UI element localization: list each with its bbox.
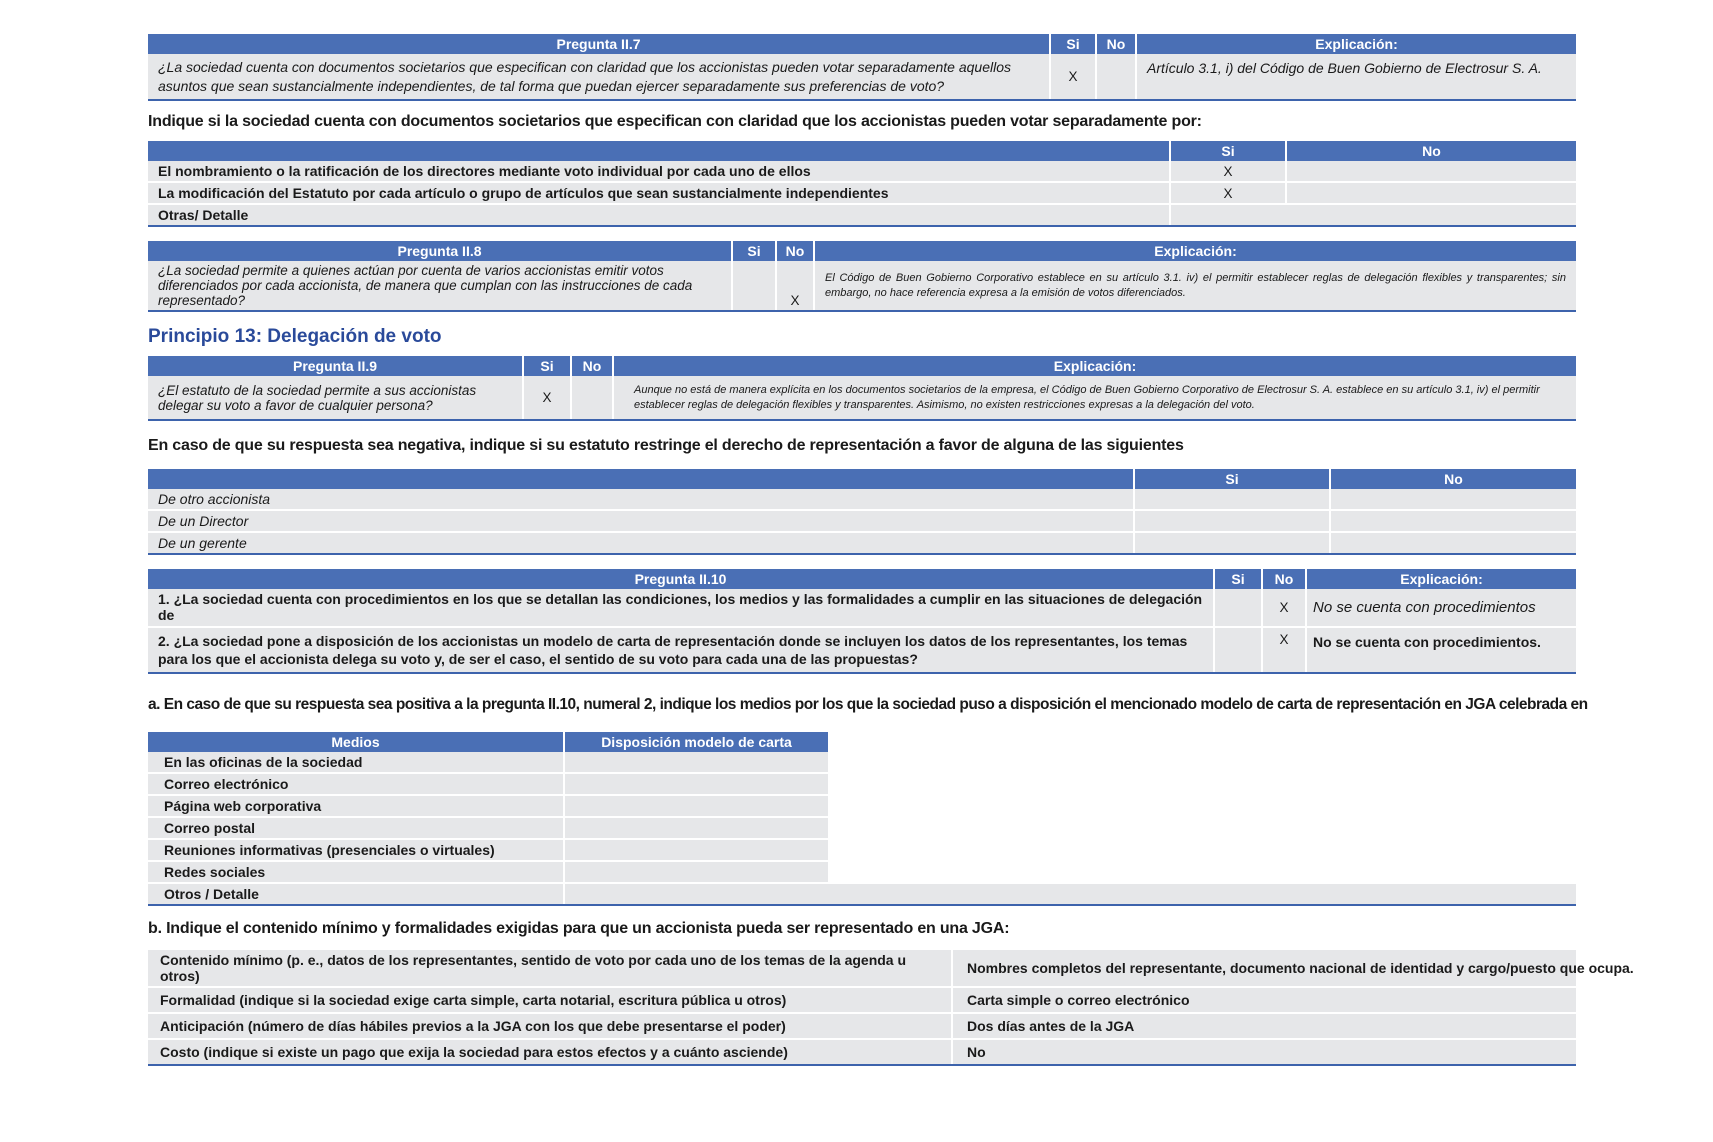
contenido-row-label: Formalidad (indique si la sociedad exige carta simple, carta notarial, escritura pública u otros) xyxy=(148,987,952,1013)
sep-vote-row-si: X xyxy=(1170,161,1286,182)
q9-question: ¿El estatuto de la sociedad permite a sus accionistas delegar su voto a favor de cualquier persona? xyxy=(148,376,523,420)
sep-vote-row-label: La modificación del Estatuto por cada artículo o grupo de artículos que sean sustancialmente independientes xyxy=(148,182,1170,204)
q10-row-no: X xyxy=(1262,589,1306,627)
q8-no-mark: X xyxy=(776,261,814,311)
q7-no-mark xyxy=(1096,54,1136,100)
q10-row-si xyxy=(1214,627,1262,673)
q9-expl-header: Explicación: xyxy=(613,356,1576,376)
sep-vote-row-no xyxy=(1286,182,1576,204)
restrict-row-si xyxy=(1134,510,1330,532)
sep-vote-row-si: X xyxy=(1170,182,1286,204)
q8-si-mark xyxy=(732,261,776,311)
sep-vote-table xyxy=(148,141,1576,227)
medios-table xyxy=(148,732,828,884)
restrict-row-si xyxy=(1134,489,1330,510)
q9-si-mark: X xyxy=(523,376,571,420)
q10-row-no: X xyxy=(1262,627,1306,673)
q9-si-header: Si xyxy=(523,356,571,376)
contenido-row-value: Carta simple o correo electrónico xyxy=(952,987,1576,1013)
q8-question: ¿La sociedad permite a quienes actúan por cuenta de varios accionistas emitir votos diferenciados por cada accionista, de manera que cumplan con las instrucciones de cada representado? xyxy=(148,261,732,311)
medios-row-label: Correo electrónico xyxy=(148,773,564,795)
medios-title: a. En caso de que su respuesta sea positiva a la pregunta II.10, numeral 2, indique los medios por los que la sociedad puso a disposición el mencionado modelo de carta de representación en JGA celebrada en xyxy=(148,696,1588,713)
q7-si-mark: X xyxy=(1050,54,1096,100)
q8-expl-header: Explicación: xyxy=(814,241,1576,261)
q10-row-question: 1. ¿La sociedad cuenta con procedimientos en los que se detallan las condiciones, los medios y las formalidades a cumplir en las situaciones de delegación de xyxy=(148,589,1214,627)
restrict-title: En caso de que su respuesta sea negativa, indique si su estatuto restringe el derecho de representación a favor de alguna de las siguientes xyxy=(148,437,1184,454)
q7-si-header: Si xyxy=(1050,34,1096,54)
contenido-row-label: Costo (indique si existe un pago que exija la sociedad para estos efectos y a cuánto asciende) xyxy=(148,1039,952,1065)
q10-row-explanation: No se cuenta con procedimientos xyxy=(1306,589,1576,627)
principle-13-heading: Principio 13: Delegación de voto xyxy=(148,326,442,347)
sep-vote-si-header: Si xyxy=(1170,141,1286,161)
medios-otros-value xyxy=(564,884,1576,905)
restrict-table xyxy=(148,469,1576,555)
restrict-row-label: De un gerente xyxy=(148,532,1134,554)
q8-si-header: Si xyxy=(732,241,776,261)
sep-vote-row-label: El nombramiento o la ratificación de los directores mediante voto individual por cada uno de ellos xyxy=(148,161,1170,182)
medios-row-value xyxy=(564,795,828,817)
medios-col1-header: Medios xyxy=(148,732,564,752)
q7-no-header: No xyxy=(1096,34,1136,54)
medios-row-value xyxy=(564,861,828,883)
sep-vote-row-detail xyxy=(1170,204,1576,226)
restrict-row-no xyxy=(1330,489,1576,510)
q10-expl-header: Explicación: xyxy=(1306,569,1576,589)
q9-no-mark xyxy=(571,376,613,420)
contenido-title: b. Indique el contenido mínimo y formalidades exigidas para que un accionista pueda ser representado en una JGA: xyxy=(148,920,1010,937)
sep-vote-blank-header xyxy=(148,141,1170,161)
medios-row-label: Página web corporativa xyxy=(148,795,564,817)
q8-header: Pregunta II.8 xyxy=(148,241,732,261)
medios-row-value xyxy=(564,839,828,861)
medios-col2-header: Disposición modelo de carta xyxy=(564,732,828,752)
q8-explanation: El Código de Buen Gobierno Corporativo establece en su artículo 3.1. iv) el permitir establecer reglas de delegación flexibles y transparentes; sin embargo, no hace referencia expresa a la emisión de votos diferenciados. xyxy=(814,261,1576,311)
q9-explanation: Aunque no está de manera explícita en los documentos societarios de la empresa, el Código de Buen Gobierno Corporativo de Electrosur S. A. establece en su artículo 3.1, iv) el permitir establecer reglas de delegación flexibles y transparentes. Asimismo, no existen restricciones expresas a la delegación del voto. xyxy=(613,376,1576,420)
document-page xyxy=(148,34,1634,1066)
q7-question: ¿La sociedad cuenta con documentos societarios que especifican con claridad que los accionistas pueden votar separadamente aquellos asuntos que sean sustancialmente independientes, de tal forma que puedan ejercer separadamente sus preferencias de voto? xyxy=(148,54,1050,100)
medios-row-label: Correo postal xyxy=(148,817,564,839)
contenido-row-value: No xyxy=(952,1039,1576,1065)
q10-no-header: No xyxy=(1262,569,1306,589)
restrict-row-label: De otro accionista xyxy=(148,489,1134,510)
medios-row-label: Reuniones informativas (presenciales o virtuales) xyxy=(148,839,564,861)
contenido-row-label: Anticipación (número de días hábiles previos a la JGA con los que debe presentarse el poder) xyxy=(148,1013,952,1039)
medios-row-label: En las oficinas de la sociedad xyxy=(148,752,564,773)
sep-vote-no-header: No xyxy=(1286,141,1576,161)
q7-explanation: Artículo 3.1, i) del Código de Buen Gobierno de Electrosur S. A. xyxy=(1136,54,1576,100)
q10-row-explanation: No se cuenta con procedimientos. xyxy=(1306,627,1576,673)
restrict-row-label: De un Director xyxy=(148,510,1134,532)
restrict-si-header: Si xyxy=(1134,469,1330,489)
question-ii9-table xyxy=(148,356,1576,421)
question-ii10-table xyxy=(148,569,1576,674)
sep-vote-row-no xyxy=(1286,161,1576,182)
sep-vote-row-label: Otras/ Detalle xyxy=(148,204,1170,226)
medios-row-label: Redes sociales xyxy=(148,861,564,883)
q10-row-si xyxy=(1214,589,1262,627)
q9-no-header: No xyxy=(571,356,613,376)
restrict-row-no xyxy=(1330,532,1576,554)
contenido-row-label: Contenido mínimo (p. e., datos de los representantes, sentido de voto por cada uno de los temas de la agenda u otros) xyxy=(148,950,952,987)
restrict-row-no xyxy=(1330,510,1576,532)
medios-row-value xyxy=(564,817,828,839)
q10-header: Pregunta II.10 xyxy=(148,569,1214,589)
contenido-row-value: Dos días antes de la JGA xyxy=(952,1013,1576,1039)
medios-row-value xyxy=(564,752,828,773)
question-ii8-table xyxy=(148,241,1576,312)
q10-row-question: 2. ¿La sociedad pone a disposición de los accionistas un modelo de carta de representación donde se incluyen los datos de los representantes, los temas para los que el accionista delega su voto y, de ser el caso, el sentido de su voto para cada una de las propuestas? xyxy=(148,627,1214,673)
question-ii7-table xyxy=(148,34,1576,101)
restrict-no-header: No xyxy=(1330,469,1576,489)
restrict-row-si xyxy=(1134,532,1330,554)
q7-header: Pregunta II.7 xyxy=(148,34,1050,54)
medios-row-value xyxy=(564,773,828,795)
restrict-blank-header xyxy=(148,469,1134,489)
medios-block xyxy=(148,732,1576,906)
contenido-table xyxy=(148,950,1634,1066)
medios-otros-label: Otros / Detalle xyxy=(148,884,564,905)
q9-header: Pregunta II.9 xyxy=(148,356,523,376)
q8-no-header: No xyxy=(776,241,814,261)
q10-si-header: Si xyxy=(1214,569,1262,589)
q7-expl-header: Explicación: xyxy=(1136,34,1576,54)
medios-otros-table xyxy=(148,884,1576,906)
contenido-row-value: Nombres completos del representante, documento nacional de identidad y cargo/puesto que ocupa. xyxy=(952,950,1576,987)
sep-vote-title: Indique si la sociedad cuenta con documentos societarios que especifican con claridad que los accionistas pueden votar separadamente por: xyxy=(148,113,1202,130)
